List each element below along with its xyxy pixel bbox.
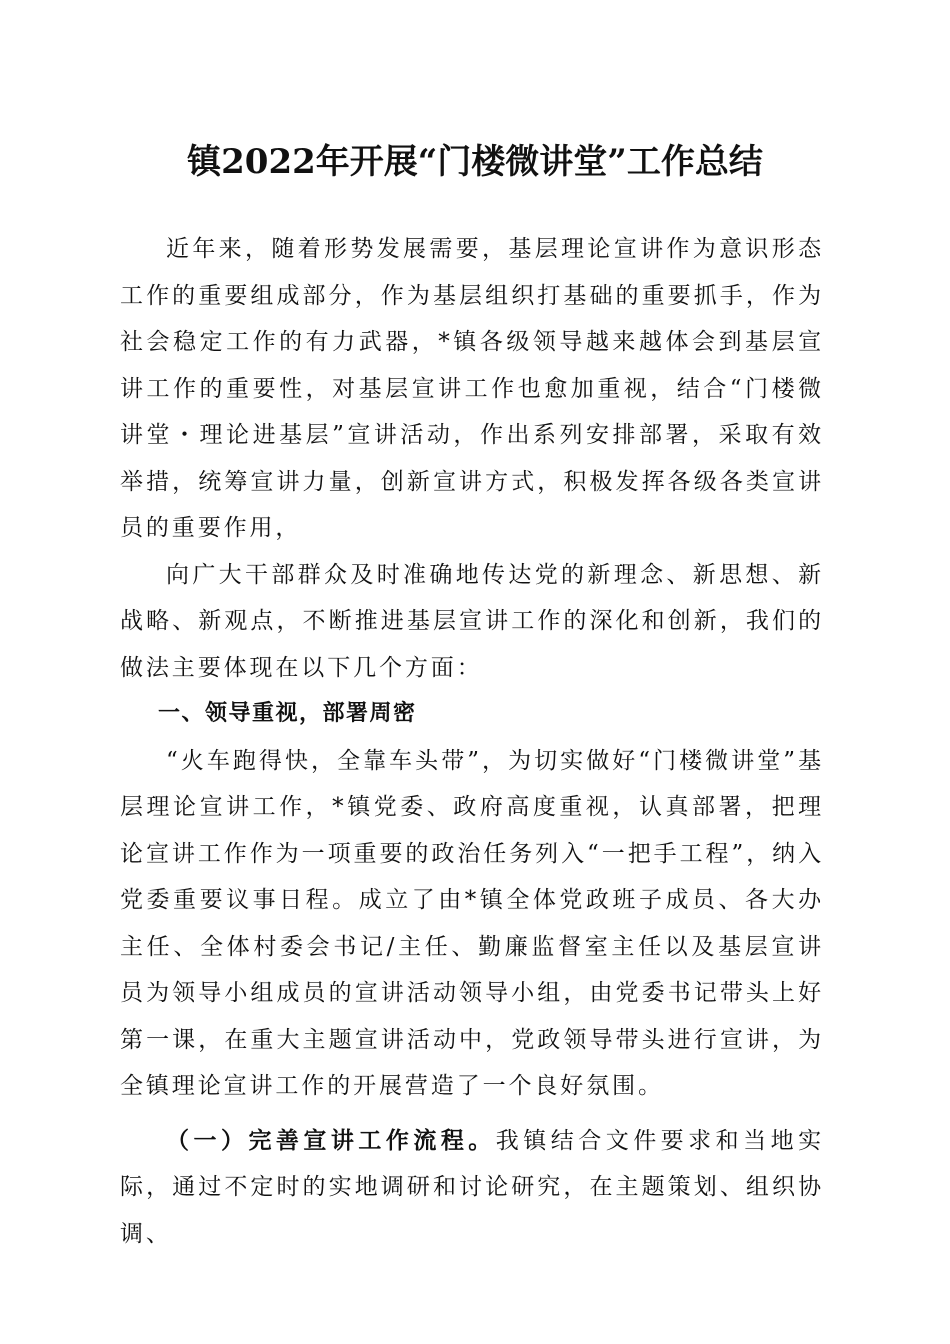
- section-heading-1: 一、领导重视，部署周密: [158, 701, 417, 726]
- sub-section-paragraph: [120, 1118, 824, 1258]
- document-body: [120, 226, 824, 1257]
- intro-paragraph: 近年来，随着形势发展需要，基层理论宣讲作为意识形态工作的重要组成部分，作为基层组织打基础的重要抓手，作为社会稳定工作的有力武器，*镇各级领导越来越体会到基层宣讲工作的重要性，对基层宣讲工作也愈加重视，结合“门楼微讲堂・理论进基层”宣讲活动，作出系列安排部署，采取有效举措，统筹宣讲力量，创新宣讲方式，积极发挥各级各类宣讲员的重要作用，: [120, 236, 824, 541]
- paragraph-gap: [120, 1110, 824, 1118]
- sub-section-text: 我镇结合文件要求和当地实际，通过不定时的实地调研和讨论研究，在主题策划、组织协调、: [120, 1127, 824, 1247]
- section-1-paragraph: “火车跑得快，全靠车头带”，为切实做好“门楼微讲堂”基层理论宣讲工作，*镇党委、政府高度重视，认真部署，把理论宣讲工作作为一项重要的政治任务列入“一把手工程”，纳入党委重要议事日程。成立了由*镇全体党政班子成员、各大办主任、全体村委会书记/主任、勤廉监督室主任以及基层宣讲员为领导小组成员的宣讲活动领导小组，由党委书记带头上好第一课，在重大主题宣讲活动中，党政领导带头进行宣讲，为全镇理论宣讲工作的开展营造了一个良好氛围。: [120, 747, 824, 1099]
- intro-paragraph-continued: 向广大干部群众及时准确地传达党的新理念、新思想、新战略、新观点，不断推进基层宣讲工作的深化和创新，我们的做法主要体现在以下几个方面：: [120, 561, 824, 681]
- document-title: 镇2022年开展“门楼微讲堂”工作总结: [187, 142, 763, 182]
- sub-heading-1: （一）完善宣讲工作流程。: [166, 1126, 496, 1154]
